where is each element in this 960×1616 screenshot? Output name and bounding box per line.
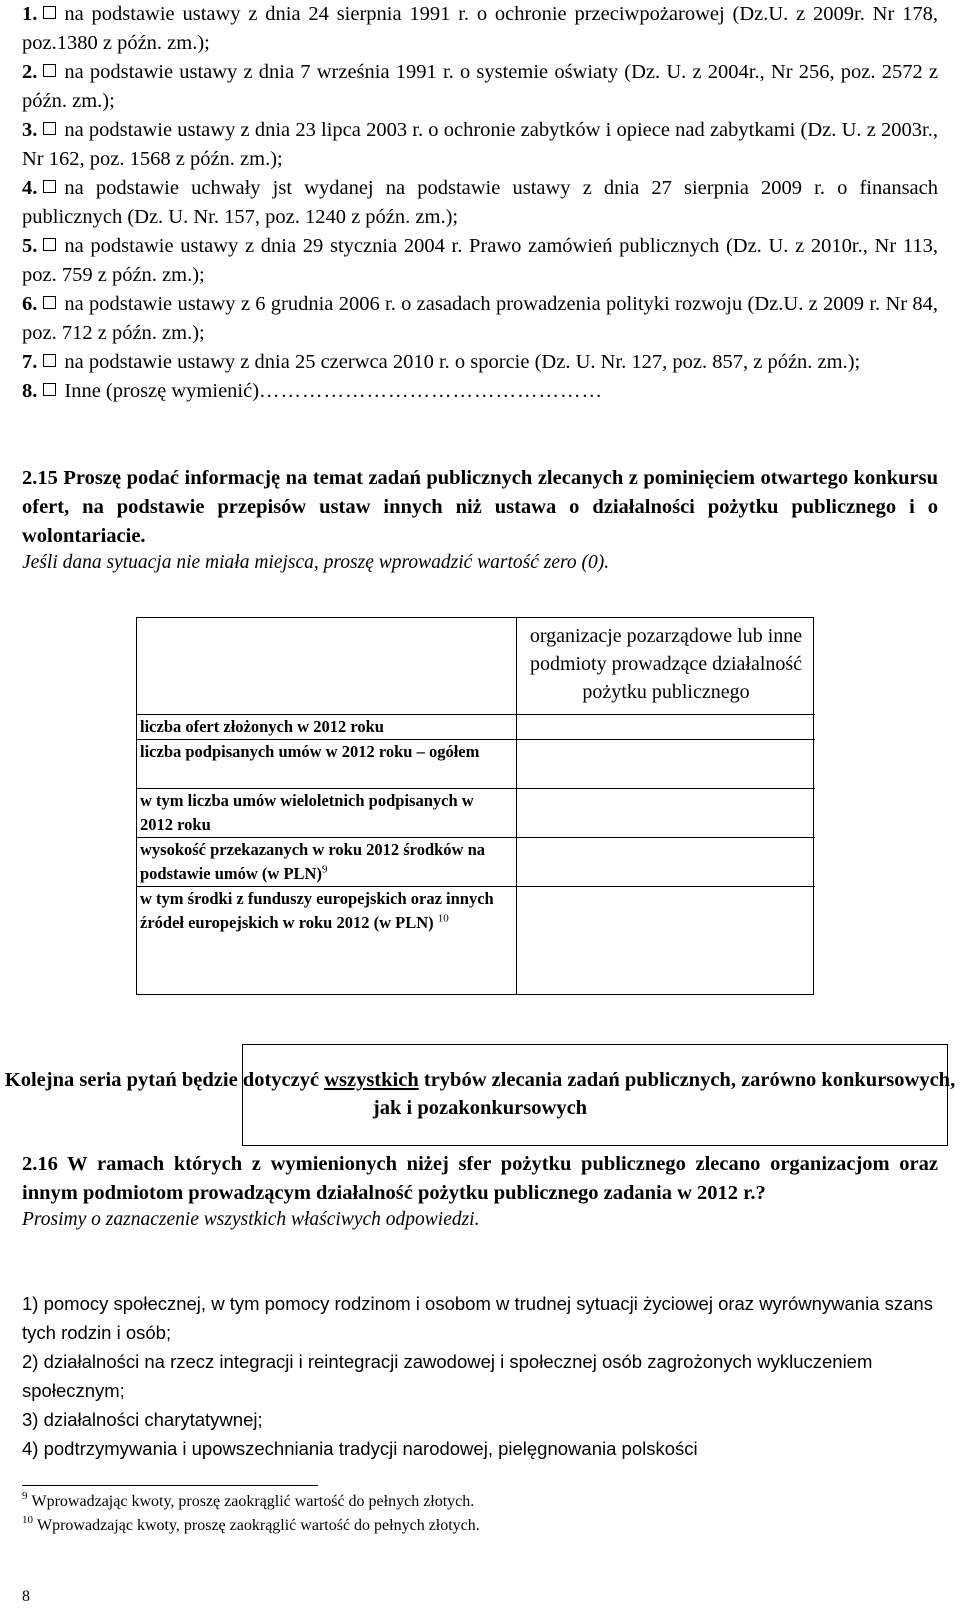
option-6[interactable]	[22, 290, 938, 348]
list-item[interactable]: 2) działalności na rzecz integracji i reintegracji zawodowej i społecznej osób zagrożonych wykluczeniem społecznym;	[22, 1351, 873, 1401]
option-text: Inne (proszę wymienić)	[64, 380, 260, 402]
option-4[interactable]	[22, 174, 938, 232]
checkbox-icon[interactable]	[43, 180, 56, 193]
table-row	[137, 886, 815, 959]
footnote-ref: 10	[437, 912, 449, 925]
row-label: w tym liczba umów wieloletnich podpisanych w 2012 roku	[140, 791, 474, 834]
column-header: organizacje pozarządowe lub inne podmioty prowadzące działalność pożytku publicznego	[529, 625, 803, 703]
footnote	[22, 1490, 938, 1514]
row-label: liczba podpisanych umów w 2012 roku – ogółem	[140, 742, 480, 761]
option-7[interactable]	[22, 348, 938, 377]
footnote-mark: 10	[22, 1514, 33, 1526]
question-instruction: Prosimy o zaznaczenie wszystkich właściwych odpowiedzi.	[22, 1209, 480, 1230]
row-label: liczba ofert złożonych w 2012 roku	[140, 717, 384, 736]
checkbox-icon[interactable]	[43, 64, 56, 77]
offers-table	[136, 617, 814, 995]
footnote-text: Wprowadzając kwoty, proszę zaokrąglić wartość do pełnych złotych.	[37, 1517, 480, 1534]
row-label: wysokość przekazanych w roku 2012 środków na podstawie umów (w PLN)$^9$	[140, 840, 486, 883]
option-number: 7.	[22, 351, 38, 373]
other-fill-in-line[interactable]: …………………………………………	[259, 380, 604, 402]
option-1[interactable]	[22, 0, 938, 58]
table-rows	[137, 714, 815, 959]
option-text: na podstawie ustawy z dnia 24 sierpnia 1991 r. o ochronie przeciwpożarowej (Dz.U. z 2009r. Nr 178, poz.1380 z późn. zm.);	[22, 3, 938, 54]
list-item[interactable]: 3) działalności charytatywnej;	[22, 1409, 263, 1430]
option-number: 1.	[22, 3, 38, 25]
footnote-ref: 9	[321, 863, 328, 876]
option-text: na podstawie ustawy z dnia 23 lipca 2003 r. o ochronie zabytków i opiece nad zabytkami (Dz. U. z 2003r., Nr 162, poz. 1568 z późn. zm.);	[22, 119, 938, 170]
checkbox-icon[interactable]	[43, 383, 56, 396]
option-number: 2.	[22, 61, 38, 83]
question-title: 2.15 Proszę podać informację na temat zadań publicznych zlecanych z pominięciem otwartego konkursu ofert, na podstawie przepisów ustaw innych niż ustawa o działalności pożytku publicznego i o wolontariacie.	[22, 467, 938, 547]
option-text: na podstawie ustawy z dnia 25 czerwca 2010 r. o sporcie (Dz. U. Nr. 127, poz. 857, z późn. zm.);	[64, 351, 861, 373]
checkbox-icon[interactable]	[43, 238, 56, 251]
checkbox-icon[interactable]	[43, 6, 56, 19]
footnote	[22, 1514, 938, 1538]
checkbox-icon[interactable]	[43, 122, 56, 135]
option-number: 3.	[22, 119, 38, 141]
footnotes	[22, 1490, 938, 1538]
table-row	[137, 788, 815, 837]
notice-text: Kolejna seria pytań będzie dotyczyć wszystkich trybów zlecania zadań publicznych, zarówno konkursowych, jak i pozakonkursowych	[4, 1069, 956, 1119]
notice-emphasis: wszystkich	[324, 1069, 419, 1091]
option-text: na podstawie ustawy z dnia 7 września 1991 r. o systemie oświaty (Dz. U. z 2004r., Nr 256, poz. 2572 z późn. zm.);	[22, 61, 938, 112]
row-label: w tym środki z funduszy europejskich oraz innych źródeł europejskich w roku 2012 (w PLN) $^{10}$	[140, 889, 494, 932]
option-2[interactable]	[22, 58, 938, 116]
question-instruction: Jeśli dana sytuacja nie miała miejsca, proszę wprowadzić wartość zero (0).	[22, 552, 610, 573]
footnote-text: Wprowadzając kwoty, proszę zaokrąglić wartość do pełnych złotych.	[31, 1493, 475, 1510]
question-title: 2.16 W ramach których z wymienionych niżej sfer pożytku publicznego zlecano organizacjom oraz innym podmiotom prowadzącym działalność pożytku publicznego zadania w 2012 r.?	[22, 1153, 938, 1204]
option-text: na podstawie ustawy z 6 grudnia 2006 r. o zasadach prowadzenia polityki rozwoju (Dz.U. z 2009 r. Nr 84, poz. 712 z późn. zm.);	[22, 293, 938, 344]
legal-basis-options	[22, 0, 938, 406]
option-3[interactable]	[22, 116, 938, 174]
checkbox-icon[interactable]	[43, 354, 56, 367]
page-number: 8	[22, 1588, 30, 1605]
option-number: 6.	[22, 293, 38, 315]
list-item[interactable]: 4) podtrzymywania i upowszechniania tradycji narodowej, pielęgnowania polskości	[22, 1438, 698, 1459]
option-text: na podstawie uchwały jst wydanej na podstawie ustawy z dnia 27 sierpnia 2009 r. o finansach publicznych (Dz. U. Nr. 157, poz. 1240 z późn. zm.);	[22, 177, 938, 228]
footnote-divider	[22, 1485, 318, 1486]
option-5[interactable]	[22, 232, 938, 290]
footnote-mark: 9	[22, 1490, 28, 1502]
table-row	[137, 837, 815, 886]
question-2-15	[22, 464, 938, 575]
answer-list	[22, 1289, 938, 1463]
list-item[interactable]: 1) pomocy społecznej, w tym pomocy rodzinom i osobom w trudnej sytuacji życiowej oraz wyrównywania szans tych rodzin i osób;	[22, 1293, 933, 1343]
option-8-other[interactable]	[22, 377, 938, 406]
table-row	[137, 739, 815, 788]
checkbox-icon[interactable]	[43, 296, 56, 309]
option-text: na podstawie ustawy z dnia 29 stycznia 2004 r. Prawo zamówień publicznych (Dz. U. z 2010r., Nr 113, poz. 759 z późn. zm.);	[22, 235, 938, 286]
option-number: 4.	[22, 177, 38, 199]
question-2-16	[22, 1150, 938, 1232]
option-number: 8.	[22, 380, 38, 402]
table-row	[137, 714, 815, 739]
option-number: 5.	[22, 235, 38, 257]
